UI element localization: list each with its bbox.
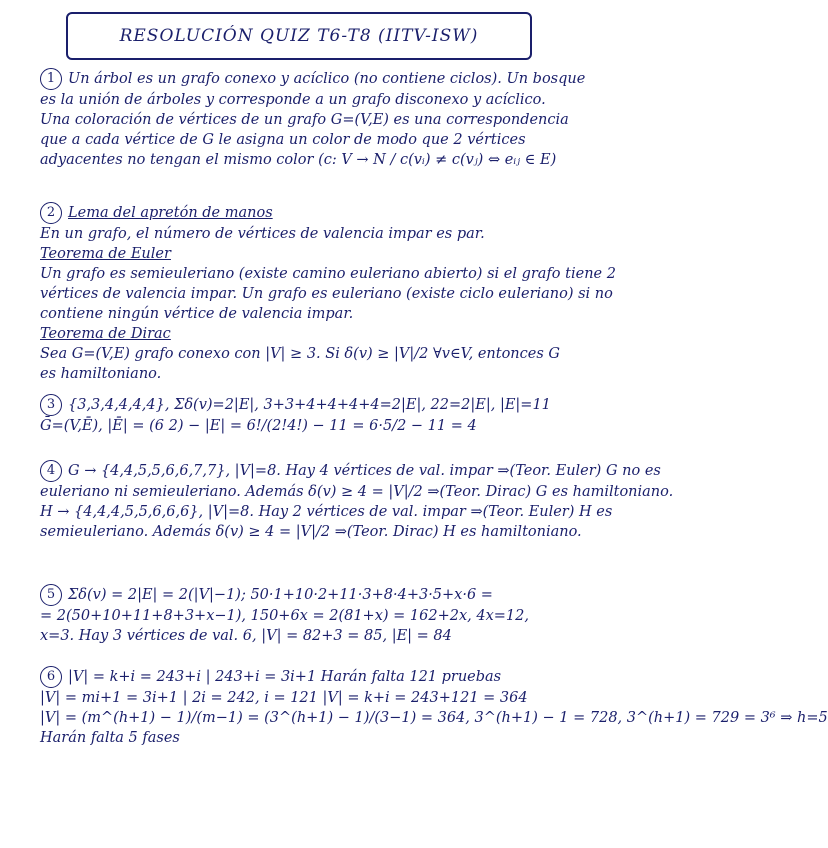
answer-line: contiene ningún vértice de valencia impar. xyxy=(40,306,354,322)
answer-line: |V| = mi+1 = 3i+1 | 2i = 242, i = 121 |V| = k+i = 243+121 = 364 xyxy=(40,690,528,706)
answer-line: semieuleriano. Además δ(v) ≥ 4 = |V|/2 ⇒(Teor. Dirac) H es hamiltoniano. xyxy=(40,524,582,540)
answer-line: H → {4,4,4,5,5,6,6,6}, |V|=8. Hay 2 vértices de val. impar ⇒(Teor. Euler) H es xyxy=(40,504,613,520)
answer-line: es la unión de árboles y corresponde a un grafo disconexo y acíclico. xyxy=(40,92,546,108)
answer-line: 1 Un árbol es un grafo conexo y acíclico (no contiene ciclos). Un bosque xyxy=(40,68,580,90)
answer-section xyxy=(40,394,580,436)
answer-line: Un grafo es semieuleriano (existe camino euleriano abierto) si el grafo tiene 2 xyxy=(40,266,616,282)
answer-line: Harán falta 5 fases xyxy=(40,730,180,746)
answer-line: es hamiltoniano. xyxy=(40,366,162,382)
answer-line: En un grafo, el número de vértices de valencia impar es par. xyxy=(40,226,485,242)
answer-line: 3 {3,3,4,4,4,4}, Σδ(v)=2|E|, 3+3+4+4+4+4=2|E|, 22=2|E|, |E|=11 xyxy=(40,394,580,416)
answer-line: Una coloración de vértices de un grafo G=(V,E) es una correspondencia xyxy=(40,112,569,128)
answer-line: x=3. Hay 3 vértices de val. 6, |V| = 82+3 = 85, |E| = 84 xyxy=(40,628,452,644)
section-heading: 2 Lema del apretón de manos xyxy=(40,202,580,224)
answer-line: 4 G → {4,4,5,5,6,6,7,7}, |V|=8. Hay 4 vértices de val. impar ⇒(Teor. Euler) G no es xyxy=(40,460,580,482)
answer-section xyxy=(40,202,616,384)
answer-line: 6 |V| = k+i = 243+i | 243+i = 3i+1 Harán falta 121 pruebas xyxy=(40,666,580,688)
answer-section xyxy=(40,460,674,542)
answer-section xyxy=(40,666,828,748)
answer-line: Sea G=(V,E) grafo conexo con |V| ≥ 3. Si δ(v) ≥ |V|/2 ∀v∈V, entonces G xyxy=(40,346,560,362)
answer-line: vértices de valencia impar. Un grafo es euleriano (existe ciclo euleriano) si no xyxy=(40,286,613,302)
answer-line: Ḡ=(V,Ē), |Ē| = (6 2) − |E| = 6!/(2!4!) − 11 = 6·5/2 − 11 = 4 xyxy=(40,418,477,434)
section-number: 2 xyxy=(40,202,62,224)
answer-section xyxy=(40,584,580,646)
page-title: RESOLUCIÓN QUIZ T6-T8 (IITV-ISW) xyxy=(66,12,532,60)
answer-line: euleriano ni semieuleriano. Además δ(v) ≥ 4 = |V|/2 ⇒(Teor. Dirac) G es hamiltoniano. xyxy=(40,484,674,500)
answer-line: adyacentes no tengan el mismo color (c: V → N / c(vᵢ) ≠ c(vⱼ) ⇔ eᵢⱼ ∈ E) xyxy=(40,152,557,168)
answer-line: que a cada vértice de G le asigna un color de modo que 2 vértices xyxy=(40,132,526,148)
answer-section xyxy=(40,68,586,170)
section-number: 3 xyxy=(40,394,62,416)
section-number: 4 xyxy=(40,460,62,482)
answer-line: 5 Σδ(v) = 2|E| = 2(|V|−1); 50·1+10·2+11·3+8·4+3·5+x·6 = xyxy=(40,584,580,606)
section-number: 1 xyxy=(40,68,62,90)
section-number: 5 xyxy=(40,584,62,606)
answer-line: Teorema de Dirac xyxy=(40,326,171,342)
answer-line: |V| = (m^(h+1) − 1)/(m−1) = (3^(h+1) − 1)/(3−1) = 364, 3^(h+1) − 1 = 728, 3^(h+1) = 729 = 3⁶ ⇒ h=5 xyxy=(40,710,828,726)
answer-line: = 2(50+10+11+8+3+x−1), 150+6x = 2(81+x) = 162+2x, 4x=12, xyxy=(40,608,529,624)
section-number: 6 xyxy=(40,666,62,688)
answer-line: Teorema de Euler xyxy=(40,246,171,262)
